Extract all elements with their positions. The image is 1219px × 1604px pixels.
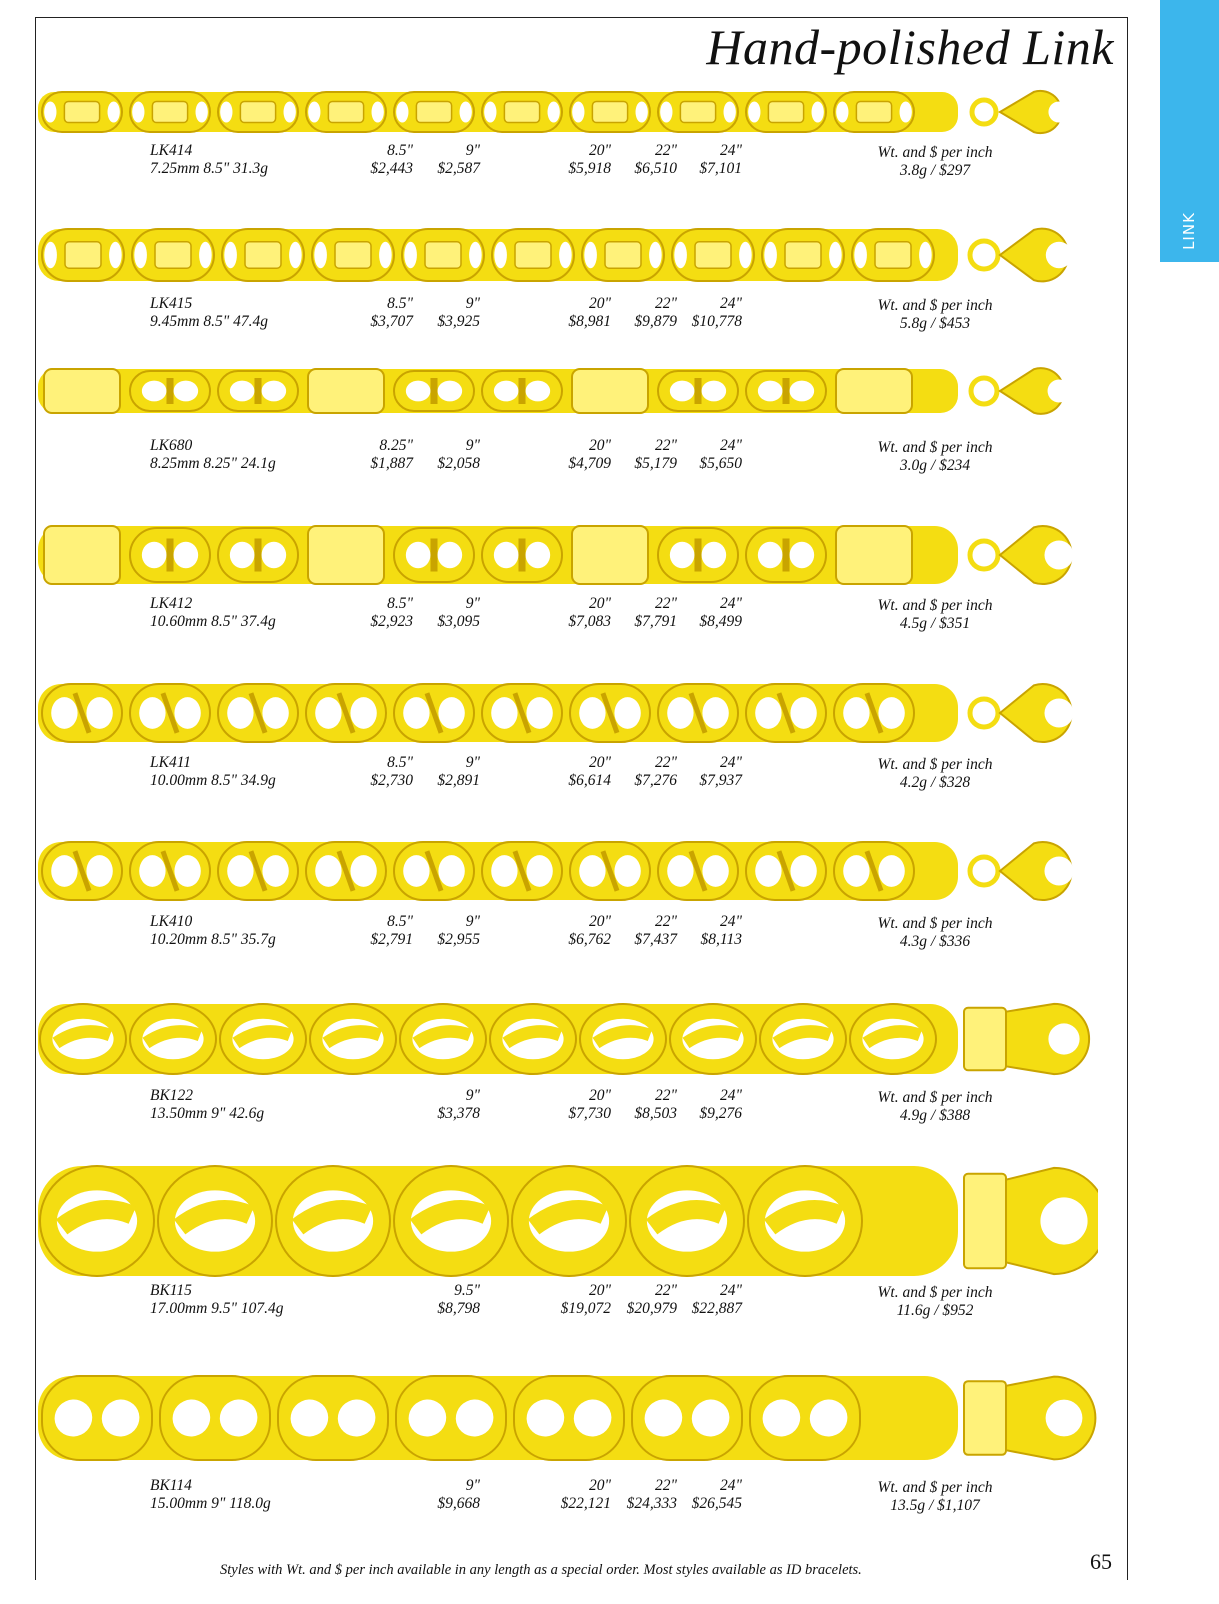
price-20: $4,709	[568, 455, 611, 472]
clasp	[970, 842, 1074, 900]
chain-image	[38, 680, 1098, 746]
chain-link	[312, 229, 394, 281]
chain-link	[582, 229, 664, 281]
product-code: LK680	[150, 437, 193, 454]
chain-link	[570, 684, 650, 742]
price-22: $9,879	[634, 313, 677, 330]
chain-link	[160, 1376, 270, 1460]
product-spec: 15.00mm 9" 118.0g	[150, 1495, 271, 1512]
length-b: 9"	[465, 437, 480, 454]
chain-link	[158, 1166, 272, 1276]
chain-link	[42, 842, 122, 900]
chain-image	[38, 88, 1098, 136]
chain-link	[490, 1004, 576, 1074]
per-inch-value: 4.2g / $328	[899, 774, 971, 791]
chain-image	[38, 1000, 1098, 1078]
length-20: 20"	[588, 1282, 611, 1299]
chain-link	[218, 371, 298, 411]
chain-link	[658, 92, 738, 132]
chain-link	[306, 684, 386, 742]
chain-link	[658, 842, 738, 900]
clasp	[964, 1377, 1095, 1460]
price-20: $19,072	[560, 1300, 611, 1317]
chain-link	[394, 92, 474, 132]
per-inch-label: Wt. and $ per inch	[877, 439, 993, 456]
price-b: $2,058	[437, 455, 480, 472]
chain-link	[492, 229, 574, 281]
chain-link	[836, 369, 912, 413]
chain-link	[750, 1376, 860, 1460]
length-a: 8.25"	[379, 437, 413, 454]
product-code: LK411	[150, 754, 192, 771]
price-22: $6,510	[634, 160, 677, 177]
price-20: $7,730	[568, 1105, 611, 1122]
length-b: 9"	[465, 1087, 480, 1104]
price-22: $5,179	[634, 455, 677, 472]
product-spec: 10.20mm 8.5" 35.7g	[150, 931, 276, 948]
chain-link	[834, 684, 914, 742]
price-22: $7,276	[634, 772, 677, 789]
chain-link	[482, 684, 562, 742]
chain-link	[570, 842, 650, 900]
chain-link	[218, 684, 298, 742]
chain-link	[400, 1004, 486, 1074]
per-inch-label: Wt. and $ per inch	[877, 1089, 993, 1106]
section-tab-label: LINK	[1180, 212, 1198, 250]
price-b: $2,587	[437, 160, 480, 177]
length-24: 24"	[719, 437, 742, 454]
length-a: 8.5"	[387, 754, 413, 771]
length-20: 20"	[588, 437, 611, 454]
price-24: $8,113	[700, 931, 742, 948]
chain-image	[38, 838, 1098, 904]
product-code: BK114	[150, 1477, 192, 1494]
clasp	[964, 1004, 1089, 1074]
chain-link	[836, 526, 912, 584]
chain-link	[130, 842, 210, 900]
price-24: $7,101	[699, 160, 742, 177]
price-22: $7,791	[634, 613, 677, 630]
chain-image	[38, 225, 1098, 285]
clasp	[970, 526, 1074, 584]
chain-link	[44, 526, 120, 584]
price-24: $26,545	[691, 1495, 742, 1512]
chain-link	[42, 229, 124, 281]
length-b: 9"	[465, 295, 480, 312]
product-code: LK414	[150, 142, 193, 159]
price-a: $2,443	[370, 160, 413, 177]
price-20: $7,083	[568, 613, 611, 630]
price-b: $3,095	[437, 613, 480, 630]
chain-link	[130, 92, 210, 132]
chain-link	[572, 526, 648, 584]
chain-link	[670, 1004, 756, 1074]
per-inch-label: Wt. and $ per inch	[877, 1479, 993, 1496]
price-22: $24,333	[626, 1495, 677, 1512]
length-a: 8.5"	[387, 913, 413, 930]
chain-link	[746, 684, 826, 742]
chain-link	[218, 842, 298, 900]
price-22: $20,979	[626, 1300, 677, 1317]
product-code: BK115	[150, 1282, 192, 1299]
length-22: 22"	[654, 1282, 677, 1299]
chain-link	[852, 229, 934, 281]
chain-link	[310, 1004, 396, 1074]
chain-link	[42, 92, 122, 132]
chain-link	[42, 1376, 152, 1460]
chain-link	[748, 1166, 862, 1276]
section-tab[interactable]	[1160, 0, 1219, 262]
length-20: 20"	[588, 1477, 611, 1494]
chain-link	[276, 1166, 390, 1276]
chain-link	[44, 369, 120, 413]
chain-link	[308, 526, 384, 584]
length-b: 9"	[465, 1477, 480, 1494]
price-24: $5,650	[699, 455, 742, 472]
chain-link	[394, 371, 474, 411]
length-22: 22"	[654, 913, 677, 930]
chain-image	[38, 365, 1098, 417]
product-spec: 7.25mm 8.5" 31.3g	[150, 160, 269, 177]
price-20: $6,614	[568, 772, 611, 789]
price-b: $8,798	[437, 1300, 480, 1317]
chain-link	[482, 92, 562, 132]
length-24: 24"	[719, 142, 742, 159]
length-24: 24"	[719, 1282, 742, 1299]
per-inch-value: 4.3g / $336	[899, 933, 971, 950]
chain-link	[746, 92, 826, 132]
length-24: 24"	[719, 295, 742, 312]
length-20: 20"	[588, 295, 611, 312]
price-a: $1,887	[370, 455, 413, 472]
price-a: $2,730	[370, 772, 413, 789]
price-a: $3,707	[370, 313, 413, 330]
product-spec: 17.00mm 9.5" 107.4g	[150, 1300, 284, 1317]
chain-link	[132, 229, 214, 281]
chain-link	[218, 92, 298, 132]
page-number: 65	[1090, 1549, 1112, 1574]
clasp	[964, 1168, 1098, 1274]
chain-image	[38, 1372, 1098, 1464]
per-inch-value: 3.8g / $297	[899, 162, 971, 179]
chain-link	[746, 371, 826, 411]
length-24: 24"	[719, 754, 742, 771]
chain-link	[40, 1166, 154, 1276]
price-22: $8,503	[634, 1105, 677, 1122]
length-22: 22"	[654, 754, 677, 771]
chain-link	[482, 528, 562, 582]
per-inch-label: Wt. and $ per inch	[877, 144, 993, 161]
per-inch-value: 4.5g / $351	[899, 615, 971, 632]
length-24: 24"	[719, 1087, 742, 1104]
chain-link	[658, 684, 738, 742]
chain-link	[850, 1004, 936, 1074]
per-inch-value: 11.6g / $952	[896, 1302, 974, 1319]
length-b: 9.5"	[454, 1282, 480, 1299]
product-code: LK415	[150, 295, 193, 312]
per-inch-value: 3.0g / $234	[899, 457, 971, 474]
chain-link	[130, 684, 210, 742]
clasp	[970, 684, 1074, 742]
product-code: BK122	[150, 1087, 194, 1104]
chain-link	[572, 369, 648, 413]
length-20: 20"	[588, 913, 611, 930]
product-spec: 9.45mm 8.5" 47.4g	[150, 313, 269, 330]
length-20: 20"	[588, 1087, 611, 1104]
chain-link	[396, 1376, 506, 1460]
price-20: $6,762	[568, 931, 611, 948]
price-b: $3,925	[437, 313, 480, 330]
chain-image	[38, 1162, 1098, 1280]
chain-link	[658, 528, 738, 582]
length-22: 22"	[654, 595, 677, 612]
chain-link	[222, 229, 304, 281]
chain-link	[762, 229, 844, 281]
chain-link	[630, 1166, 744, 1276]
per-inch-label: Wt. and $ per inch	[877, 756, 993, 773]
per-inch-value: 4.9g / $388	[899, 1107, 971, 1124]
length-b: 9"	[465, 142, 480, 159]
price-a: $2,923	[370, 613, 413, 630]
chain-link	[512, 1166, 626, 1276]
length-22: 22"	[654, 437, 677, 454]
chain-link	[746, 842, 826, 900]
chain-link	[672, 229, 754, 281]
chain-link	[394, 842, 474, 900]
chain-link	[394, 684, 474, 742]
chain-link	[482, 842, 562, 900]
price-24: $10,778	[691, 313, 742, 330]
footer-note: Styles with Wt. and $ per inch available in any length as a special order. Most styles available as ID bracelets.	[220, 1562, 862, 1578]
chain-link	[834, 842, 914, 900]
chain-link	[760, 1004, 846, 1074]
chain-link	[130, 371, 210, 411]
chain-link	[130, 1004, 216, 1074]
price-20: $22,121	[560, 1495, 611, 1512]
price-20: $5,918	[568, 160, 611, 177]
price-b: $2,955	[437, 931, 480, 948]
price-24: $22,887	[691, 1300, 742, 1317]
chain-link	[394, 528, 474, 582]
chain-link	[278, 1376, 388, 1460]
length-24: 24"	[719, 1477, 742, 1494]
price-20: $8,981	[568, 313, 611, 330]
chain-link	[570, 92, 650, 132]
price-a: $2,791	[370, 931, 413, 948]
chain-link	[218, 528, 298, 582]
length-22: 22"	[654, 1477, 677, 1494]
length-22: 22"	[654, 295, 677, 312]
per-inch-label: Wt. and $ per inch	[877, 297, 993, 314]
product-spec: 10.00mm 8.5" 34.9g	[150, 772, 276, 789]
per-inch-label: Wt. and $ per inch	[877, 915, 993, 932]
chain-image	[38, 522, 1098, 588]
chain-link	[402, 229, 484, 281]
length-22: 22"	[654, 1087, 677, 1104]
length-a: 8.5"	[387, 295, 413, 312]
price-b: $2,891	[437, 772, 480, 789]
price-24: $7,937	[699, 772, 742, 789]
product-code: LK412	[150, 595, 193, 612]
chain-link	[632, 1376, 742, 1460]
length-24: 24"	[719, 913, 742, 930]
chain-link	[834, 92, 914, 132]
price-24: $9,276	[699, 1105, 742, 1122]
price-b: $9,668	[437, 1495, 480, 1512]
chain-link	[220, 1004, 306, 1074]
chain-link	[580, 1004, 666, 1074]
product-code: LK410	[150, 913, 193, 930]
length-a: 8.5"	[387, 142, 413, 159]
clasp	[971, 368, 1070, 414]
length-b: 9"	[465, 595, 480, 612]
length-b: 9"	[465, 754, 480, 771]
clasp	[972, 91, 1070, 133]
length-20: 20"	[588, 595, 611, 612]
price-22: $7,437	[634, 931, 677, 948]
length-24: 24"	[719, 595, 742, 612]
per-inch-label: Wt. and $ per inch	[877, 597, 993, 614]
per-inch-label: Wt. and $ per inch	[877, 1284, 993, 1301]
length-20: 20"	[588, 142, 611, 159]
chain-link	[394, 1166, 508, 1276]
chain-link	[482, 371, 562, 411]
length-b: 9"	[465, 913, 480, 930]
product-spec: 8.25mm 8.25" 24.1g	[150, 455, 276, 472]
product-spec: 10.60mm 8.5" 37.4g	[150, 613, 276, 630]
chain-link	[746, 528, 826, 582]
per-inch-value: 13.5g / $1,107	[890, 1497, 980, 1514]
length-a: 8.5"	[387, 595, 413, 612]
clasp	[970, 229, 1072, 282]
chain-link	[306, 842, 386, 900]
price-24: $8,499	[699, 613, 742, 630]
product-spec: 13.50mm 9" 42.6g	[150, 1105, 265, 1122]
chain-link	[40, 1004, 126, 1074]
length-22: 22"	[654, 142, 677, 159]
page-title: Hand-polished Link	[706, 19, 1114, 75]
chain-link	[306, 92, 386, 132]
price-b: $3,378	[437, 1105, 480, 1122]
length-20: 20"	[588, 754, 611, 771]
chain-link	[514, 1376, 624, 1460]
per-inch-value: 5.8g / $453	[899, 315, 971, 332]
chain-link	[130, 528, 210, 582]
chain-link	[42, 684, 122, 742]
chain-link	[308, 369, 384, 413]
chain-link	[658, 371, 738, 411]
